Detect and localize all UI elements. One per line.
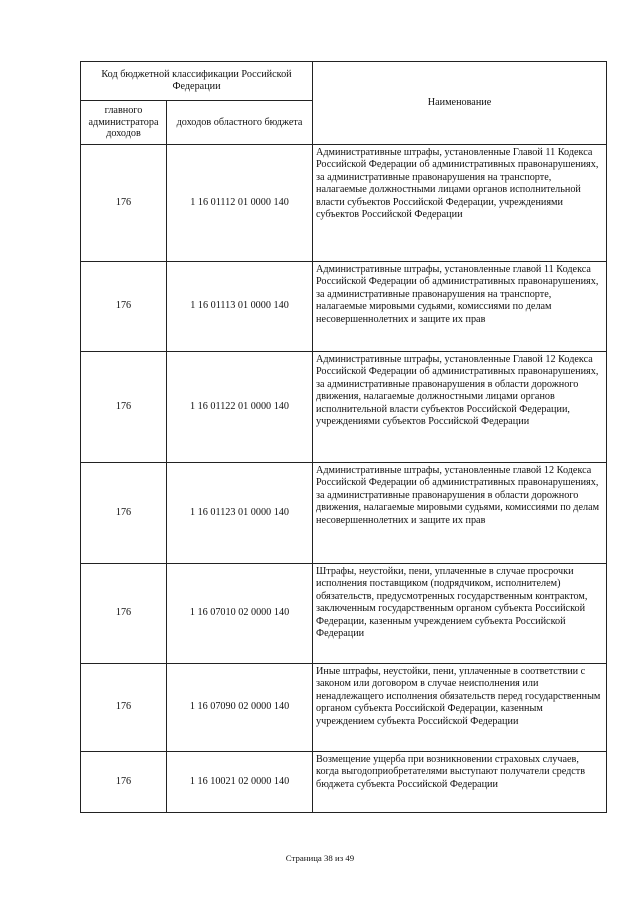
income-code-cell: 1 16 01112 01 0000 140 [167,145,313,262]
income-code-cell: 1 16 10021 02 0000 140 [167,752,313,813]
admin-code-cell: 176 [81,463,167,564]
name-cell: Административные штрафы, установленные главой 11 Кодекса Российской Федерации об административных правонарушениях, за административные правонарушения на транспорте, налагаемые мировыми судьями, комиссиями по делам несовершеннолетних и защите их прав [313,262,607,352]
table-row [81,752,607,813]
admin-code-cell: 176 [81,145,167,262]
page-number: Страница 38 из 49 [285,853,355,863]
income-code-cell: 1 16 01123 01 0000 140 [167,463,313,564]
header-income-code: доходов областного бюджета [167,101,313,145]
table-row [81,262,607,352]
admin-code-cell: 176 [81,564,167,664]
income-code-cell: 1 16 07010 02 0000 140 [167,564,313,664]
name-cell: Иные штрафы, неустойки, пени, уплаченные в соответствии с законом или договором в случае неисполнения или ненадлежащего исполнения обязательств перед государственным органом субъекта Российской Федерации, казенным учреждением субъекта Российской Федерации [313,664,607,752]
name-cell: Штрафы, неустойки, пени, уплаченные в случае просрочки исполнения поставщиком (подрядчиком, исполнителем) обязательств, предусмотренных государственным контрактом, заключенным государственным органом субъекта Российской Федерации, казенным учреждением субъекта Российской Федерации [313,564,607,664]
budget-classification-table [80,61,607,813]
table-row [81,564,607,664]
name-cell: Административные штрафы, установленные главой 12 Кодекса Российской Федерации об административных правонарушениях, за административные правонарушения в области дорожного движения, налагаемые мировыми судьями, комиссиями по делам несовершеннолетних и защите их прав [313,463,607,564]
admin-code-cell: 176 [81,352,167,463]
admin-code-cell: 176 [81,664,167,752]
table-row [81,463,607,564]
admin-code-cell: 176 [81,752,167,813]
table-row [81,145,607,262]
admin-code-cell: 176 [81,262,167,352]
income-code-cell: 1 16 01113 01 0000 140 [167,262,313,352]
table-row [81,664,607,752]
header-admin-code: главного администратора доходов [81,101,167,145]
header-name: Наименование [313,62,607,145]
income-code-cell: 1 16 01122 01 0000 140 [167,352,313,463]
name-cell: Административные штрафы, установленные Главой 12 Кодекса Российской Федерации об административных правонарушениях, за административные правонарушения в области дорожного движения, налагаемые должностными лицами органов исполнительной власти субъектов Российской Федерации, учреждениями субъектов Российской Федерации [313,352,607,463]
income-code-cell: 1 16 07090 02 0000 140 [167,664,313,752]
header-budget-code: Код бюджетной классификации Российской Федерации [81,62,313,101]
name-cell: Административные штрафы, установленные Главой 11 Кодекса Российской Федерации об административных правонарушениях, за административные правонарушения на транспорте, налагаемые должностными лицами органов исполнительной власти субъектов Российской Федерации, учреждениями субъектов Российской Федерации [313,145,607,262]
table-row [81,352,607,463]
name-cell: Возмещение ущерба при возникновении страховых случаев, когда выгодоприобретателями выступают получатели средств бюджета субъекта Российской Федерации [313,752,607,813]
